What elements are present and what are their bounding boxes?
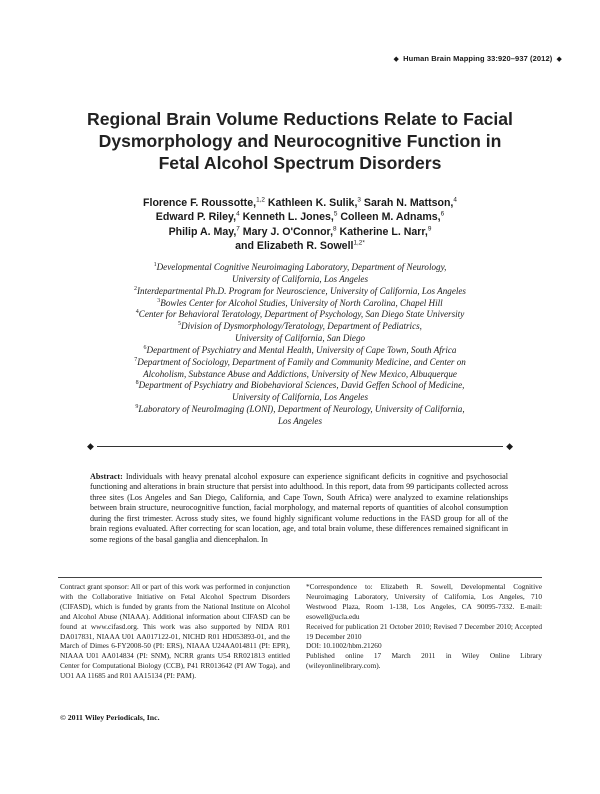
- copyright-notice: © 2011 Wiley Periodicals, Inc.: [60, 713, 160, 722]
- divider-rule: [90, 446, 510, 447]
- author-name: Philip A. May,: [168, 225, 237, 238]
- abstract-text: Individuals with heavy prenatal alcohol exposure can experience significant deficits in cognitive and psychosocial functioning and alterations in brain structure that persist into adulthood. In this report, data from 99 participants collected across three sites (Los Angeles and San Diego, California, and Cape Town, South Africa) were analyzed to examine relationships between brain structure, neurocognitive function, facial morphology, and maternal reports of quantities of alcohol consumption during the first trimester. Across study sites, we found highly significant volume reductions in the FASD group for all of the brain regions evaluated. After correcting for scan location, age, and total brain volume, these differences remained significant in some regions of the basal ganglia and diencephalon. In: [90, 472, 508, 544]
- diamond-icon: ◆: [84, 440, 97, 452]
- affiliation-text: University of California, Los Angeles: [232, 273, 368, 284]
- published-online: Published online 17 March 2011 in Wiley Online Library (wileyonlinelibrary.com).: [306, 651, 542, 671]
- affiliation-text: Interdepartmental Ph.D. Program for Neuroscience, University of California, Los Angeles: [137, 285, 466, 296]
- title-line: Fetal Alcohol Spectrum Disorders: [158, 153, 442, 173]
- author-name: Kenneth L. Jones,: [242, 211, 334, 224]
- author-affiliation-mark: 5: [333, 210, 338, 218]
- title-line: Dysmorphology and Neurocognitive Function in: [98, 131, 502, 151]
- author-name: and Elizabeth R. Sowell: [235, 240, 354, 253]
- affiliation-line: [80, 369, 520, 381]
- author-affiliation-mark: 8: [333, 225, 337, 233]
- affiliation-text: University of California, San Diego: [234, 333, 366, 344]
- affiliation-line: [80, 309, 520, 321]
- affiliation-line: [80, 298, 520, 310]
- author-name: Colleen M. Adnams,: [340, 211, 441, 224]
- affiliation-text: Department of Sociology, Department of Family and Community Medicine, and Center on: [137, 356, 466, 367]
- author-affiliation-mark: 3: [357, 196, 361, 204]
- affiliation-line: [80, 404, 520, 416]
- footnote-rule: [58, 577, 542, 578]
- diamond-icon: ◆: [393, 56, 399, 63]
- affiliation-line: [80, 345, 520, 357]
- author-affiliation-mark: 1,2: [256, 196, 265, 204]
- affiliation-text: Developmental Cognitive Neuroimaging Laboratory, Department of Neurology,: [156, 262, 447, 272]
- doi: DOI: 10.1002/hbm.21260: [306, 641, 382, 651]
- affiliation-number: 3: [157, 297, 161, 304]
- affiliation-text: Alcoholism, Substance Abuse and Addictions, University of New Mexico, Albuquerque: [143, 368, 457, 379]
- running-head: [391, 54, 564, 63]
- author-name: Katherine L. Narr,: [339, 225, 428, 238]
- funding-footnote: Contract grant sponsor: All or part of this work was performed in conjunction with the Collaborative Initiative on Fetal Alcohol Spectrum Disorders (CIFASD), which is funded by grants from the National Institute on Alcohol and Alcohol Abuse (NIAAA). Additional information about CIFASD can be found at www.cifasd.org. This work was also supported by NIDA R01 DA017831, NIAAA U01 AA017122-01, NICHD R01 HD053893-01, and the March of Dimes 6-FY2008-50 (PI: ERS), NIAAA U24AA014811 (PI: EPR), NIAAA U01 AA014834 (PI: SNM), NCRR grants U54 RR021813 entitled Center for Computational Biology (CCB), P41 RR013642 (PI AW Toga), and UO1 AA 11685 and R01 AA15134 (PI: PAM).: [60, 582, 290, 681]
- affiliation-text: Bowles Center for Alcohol Studies, University of North Carolina, Chapel Hill: [160, 297, 443, 308]
- affiliation-text: Department of Psychiatry and Biobehavioral Sciences, David Geffen School of Medicine,: [138, 380, 465, 391]
- affiliation-line: [80, 416, 520, 428]
- affiliation-line: [80, 357, 520, 369]
- affiliation-number: 6: [143, 344, 147, 351]
- author-affiliation-mark: 1,2*: [353, 239, 365, 247]
- affiliation-text: Los Angeles: [277, 415, 323, 426]
- author-line: [80, 210, 520, 224]
- affiliation-list: [80, 262, 520, 428]
- abstract: [90, 472, 508, 545]
- affiliation-line: [80, 321, 520, 333]
- received-dates: Received for publication 21 October 2010; Revised 7 December 2010; Accepted 19 December 2010: [306, 621, 542, 641]
- affiliation-number: 4: [135, 309, 139, 316]
- author-name: Kathleen K. Sulik,: [267, 197, 358, 209]
- affiliation-number: 9: [135, 404, 139, 411]
- author-line: [80, 196, 520, 210]
- affiliation-line: [80, 262, 520, 274]
- affiliation-line: [80, 286, 520, 298]
- diamond-icon: ◆: [503, 440, 516, 452]
- author-line: [80, 225, 520, 239]
- author-affiliation-mark: 4: [453, 196, 457, 204]
- author-list: [80, 196, 520, 254]
- affiliation-line: [80, 333, 520, 345]
- author-affiliation-mark: 7: [236, 225, 240, 233]
- paper-title: [60, 108, 540, 174]
- affiliation-text: University of California, Los Angeles: [232, 392, 368, 403]
- affiliation-number: 7: [134, 356, 138, 363]
- author-affiliation-mark: 4: [236, 210, 240, 218]
- affiliation-text: Center for Behavioral Teratology, Department of Psychology, San Diego State University: [138, 309, 465, 320]
- diamond-icon: ◆: [556, 56, 562, 63]
- affiliation-number: 5: [178, 321, 182, 328]
- running-head-text: Human Brain Mapping 33:920–937 (2012): [403, 54, 553, 63]
- affiliation-number: 2: [134, 285, 138, 292]
- affiliation-text: Division of Dysmorphology/Teratology, Department of Pediatrics,: [181, 321, 422, 332]
- author-name: Sarah N. Mattson,: [363, 197, 454, 209]
- correspondence-footnote: [306, 582, 542, 671]
- affiliation-line: [80, 380, 520, 392]
- abstract-label: Abstract:: [90, 472, 123, 481]
- affiliation-number: 8: [135, 380, 139, 387]
- affiliation-line: [80, 392, 520, 404]
- correspondence-text: *Correspondence to: Elizabeth R. Sowell, Developmental Cognitive Neuroimaging Laboratory, University of California, Los Angeles, 710 Westwood Plaza, Room 1-138, Los Angeles, CA 90095-7332. E-mail: esowell@ucla.edu: [306, 582, 542, 621]
- author-name: Edward P. Riley,: [155, 211, 237, 224]
- affiliation-line: [80, 274, 520, 286]
- affiliation-text: Department of Psychiatry and Mental Health, University of Cape Town, South Africa: [146, 344, 457, 355]
- author-affiliation-mark: 9: [427, 225, 432, 233]
- author-name: Florence F. Roussotte,: [143, 197, 257, 209]
- author-affiliation-mark: 6: [440, 210, 445, 218]
- section-divider: [87, 440, 513, 454]
- affiliation-text: Laboratory of NeuroImaging (LONI), Department of Neurology, University of California,: [138, 404, 465, 415]
- affiliation-number: 1: [153, 261, 157, 268]
- title-line: Regional Brain Volume Reductions Relate to Facial: [87, 109, 513, 129]
- author-line: [80, 239, 520, 253]
- author-name: Mary J. O'Connor,: [242, 225, 334, 238]
